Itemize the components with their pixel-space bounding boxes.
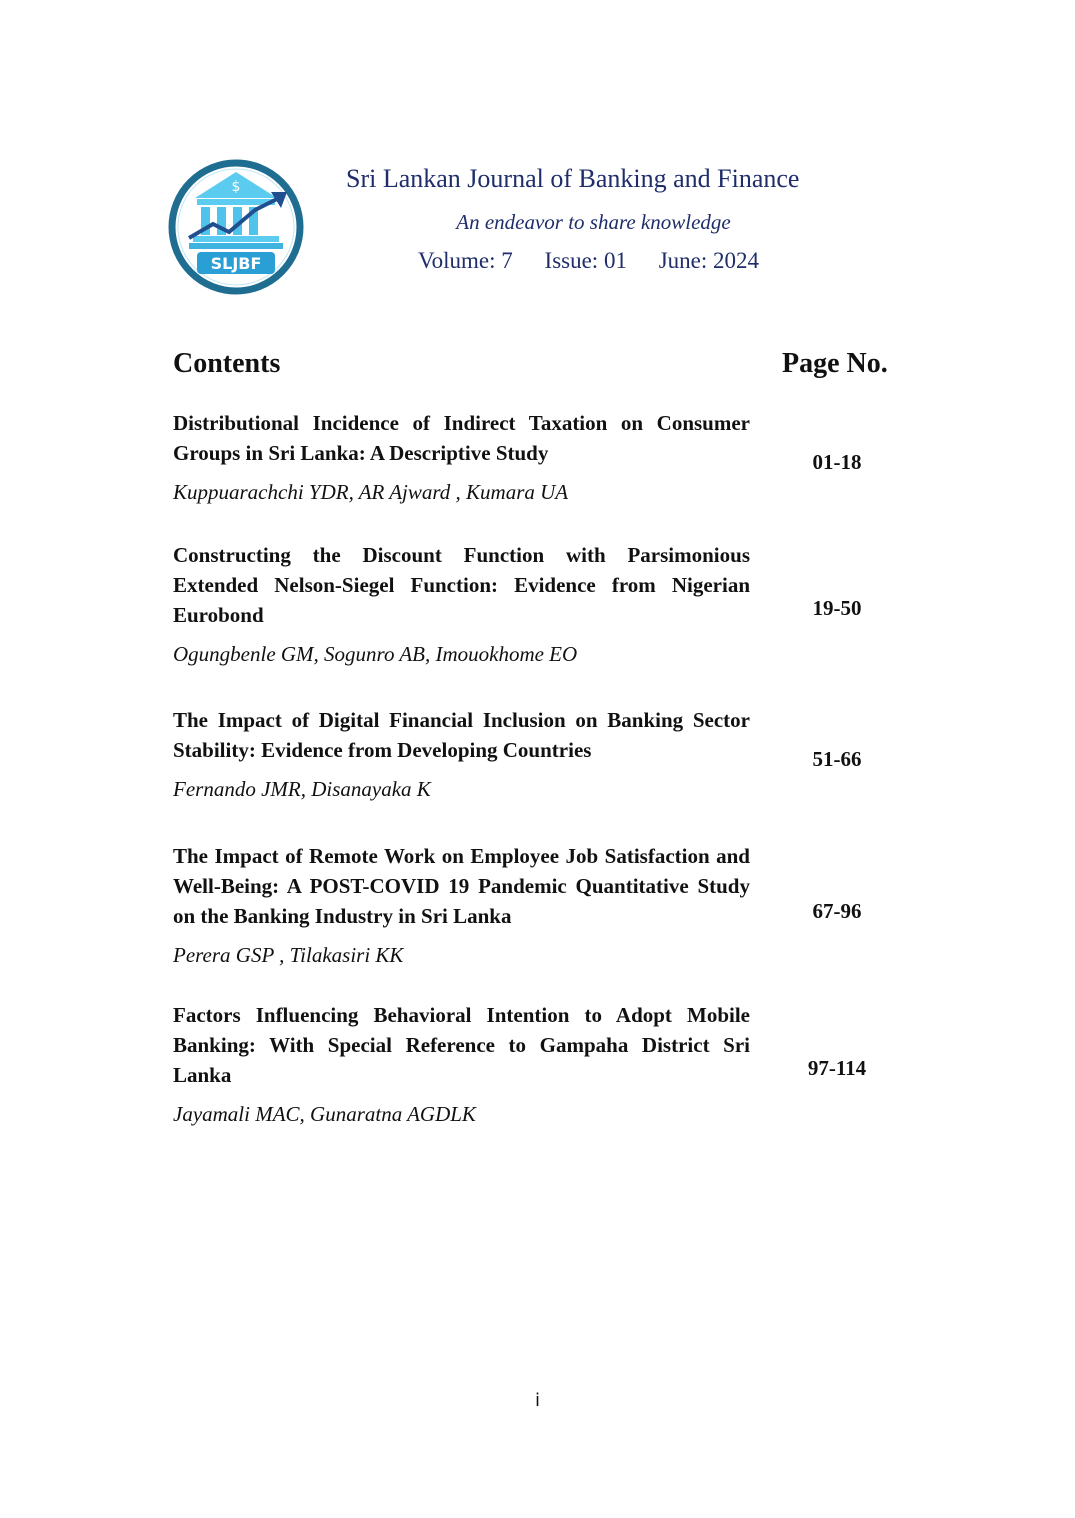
volume-label: Volume: 7 xyxy=(418,248,513,273)
article-pages: 97-114 xyxy=(807,1056,867,1080)
article-authors: Jayamali MAC, Gunaratna AGDLK xyxy=(173,1102,476,1126)
article-title[interactable]: Distributional Incidence of Indirect Taxation on Consumer Groups in Sri Lanka: A Descriptive Study xyxy=(173,411,750,465)
article-title[interactable]: The Impact of Remote Work on Employee Job Satisfaction and Well-Being: A POST-COVID 19 Pandemic Quantitative Study on the Banking Industry in Sri Lanka xyxy=(173,844,750,928)
toc-entry[interactable] xyxy=(173,1000,873,1127)
article-authors: Kuppuarachchi YDR, AR Ajward , Kumara UA xyxy=(173,480,569,504)
toc-entry[interactable] xyxy=(173,705,873,802)
logo-text: SLJBF xyxy=(210,254,262,273)
article-pages: 19-50 xyxy=(812,596,862,620)
article-title[interactable]: Factors Influencing Behavioral Intention to Adopt Mobile Banking: With Special Reference to Gampaha District Sri Lanka xyxy=(173,1003,750,1087)
journal-tagline: An endeavor to share knowledge xyxy=(456,210,731,234)
svg-text:$: $ xyxy=(231,179,241,195)
toc-entry[interactable] xyxy=(173,841,873,968)
issue-info xyxy=(418,248,785,274)
article-pages: 67-96 xyxy=(812,899,862,923)
article-pages: 01-18 xyxy=(812,450,862,474)
article-authors: Ogungbenle GM, Sogunro AB, Imouokhome EO xyxy=(173,642,578,666)
article-authors: Perera GSP , Tilakasiri KK xyxy=(173,943,404,967)
article-title[interactable]: The Impact of Digital Financial Inclusion on Banking Sector Stability: Evidence from Developing Countries xyxy=(173,708,750,762)
toc-entry[interactable] xyxy=(173,540,873,667)
journal-header xyxy=(167,158,927,298)
date-label: June: 2024 xyxy=(658,248,760,273)
page-number: i xyxy=(534,1390,540,1411)
page-no-heading: Page No. xyxy=(782,348,888,379)
article-pages: 51-66 xyxy=(812,747,862,771)
article-authors: Fernando JMR, Disanayaka K xyxy=(173,777,431,801)
article-title[interactable]: Constructing the Discount Function with Parsimonious Extended Nelson-Siegel Function: Evidence from Nigerian Eurobond xyxy=(173,543,750,627)
contents-heading: Contents xyxy=(173,348,281,379)
issue-label: Issue: 01 xyxy=(544,248,627,273)
journal-title: Sri Lankan Journal of Banking and Finance xyxy=(346,164,800,193)
toc-entry[interactable] xyxy=(173,408,873,505)
journal-logo xyxy=(167,158,305,296)
